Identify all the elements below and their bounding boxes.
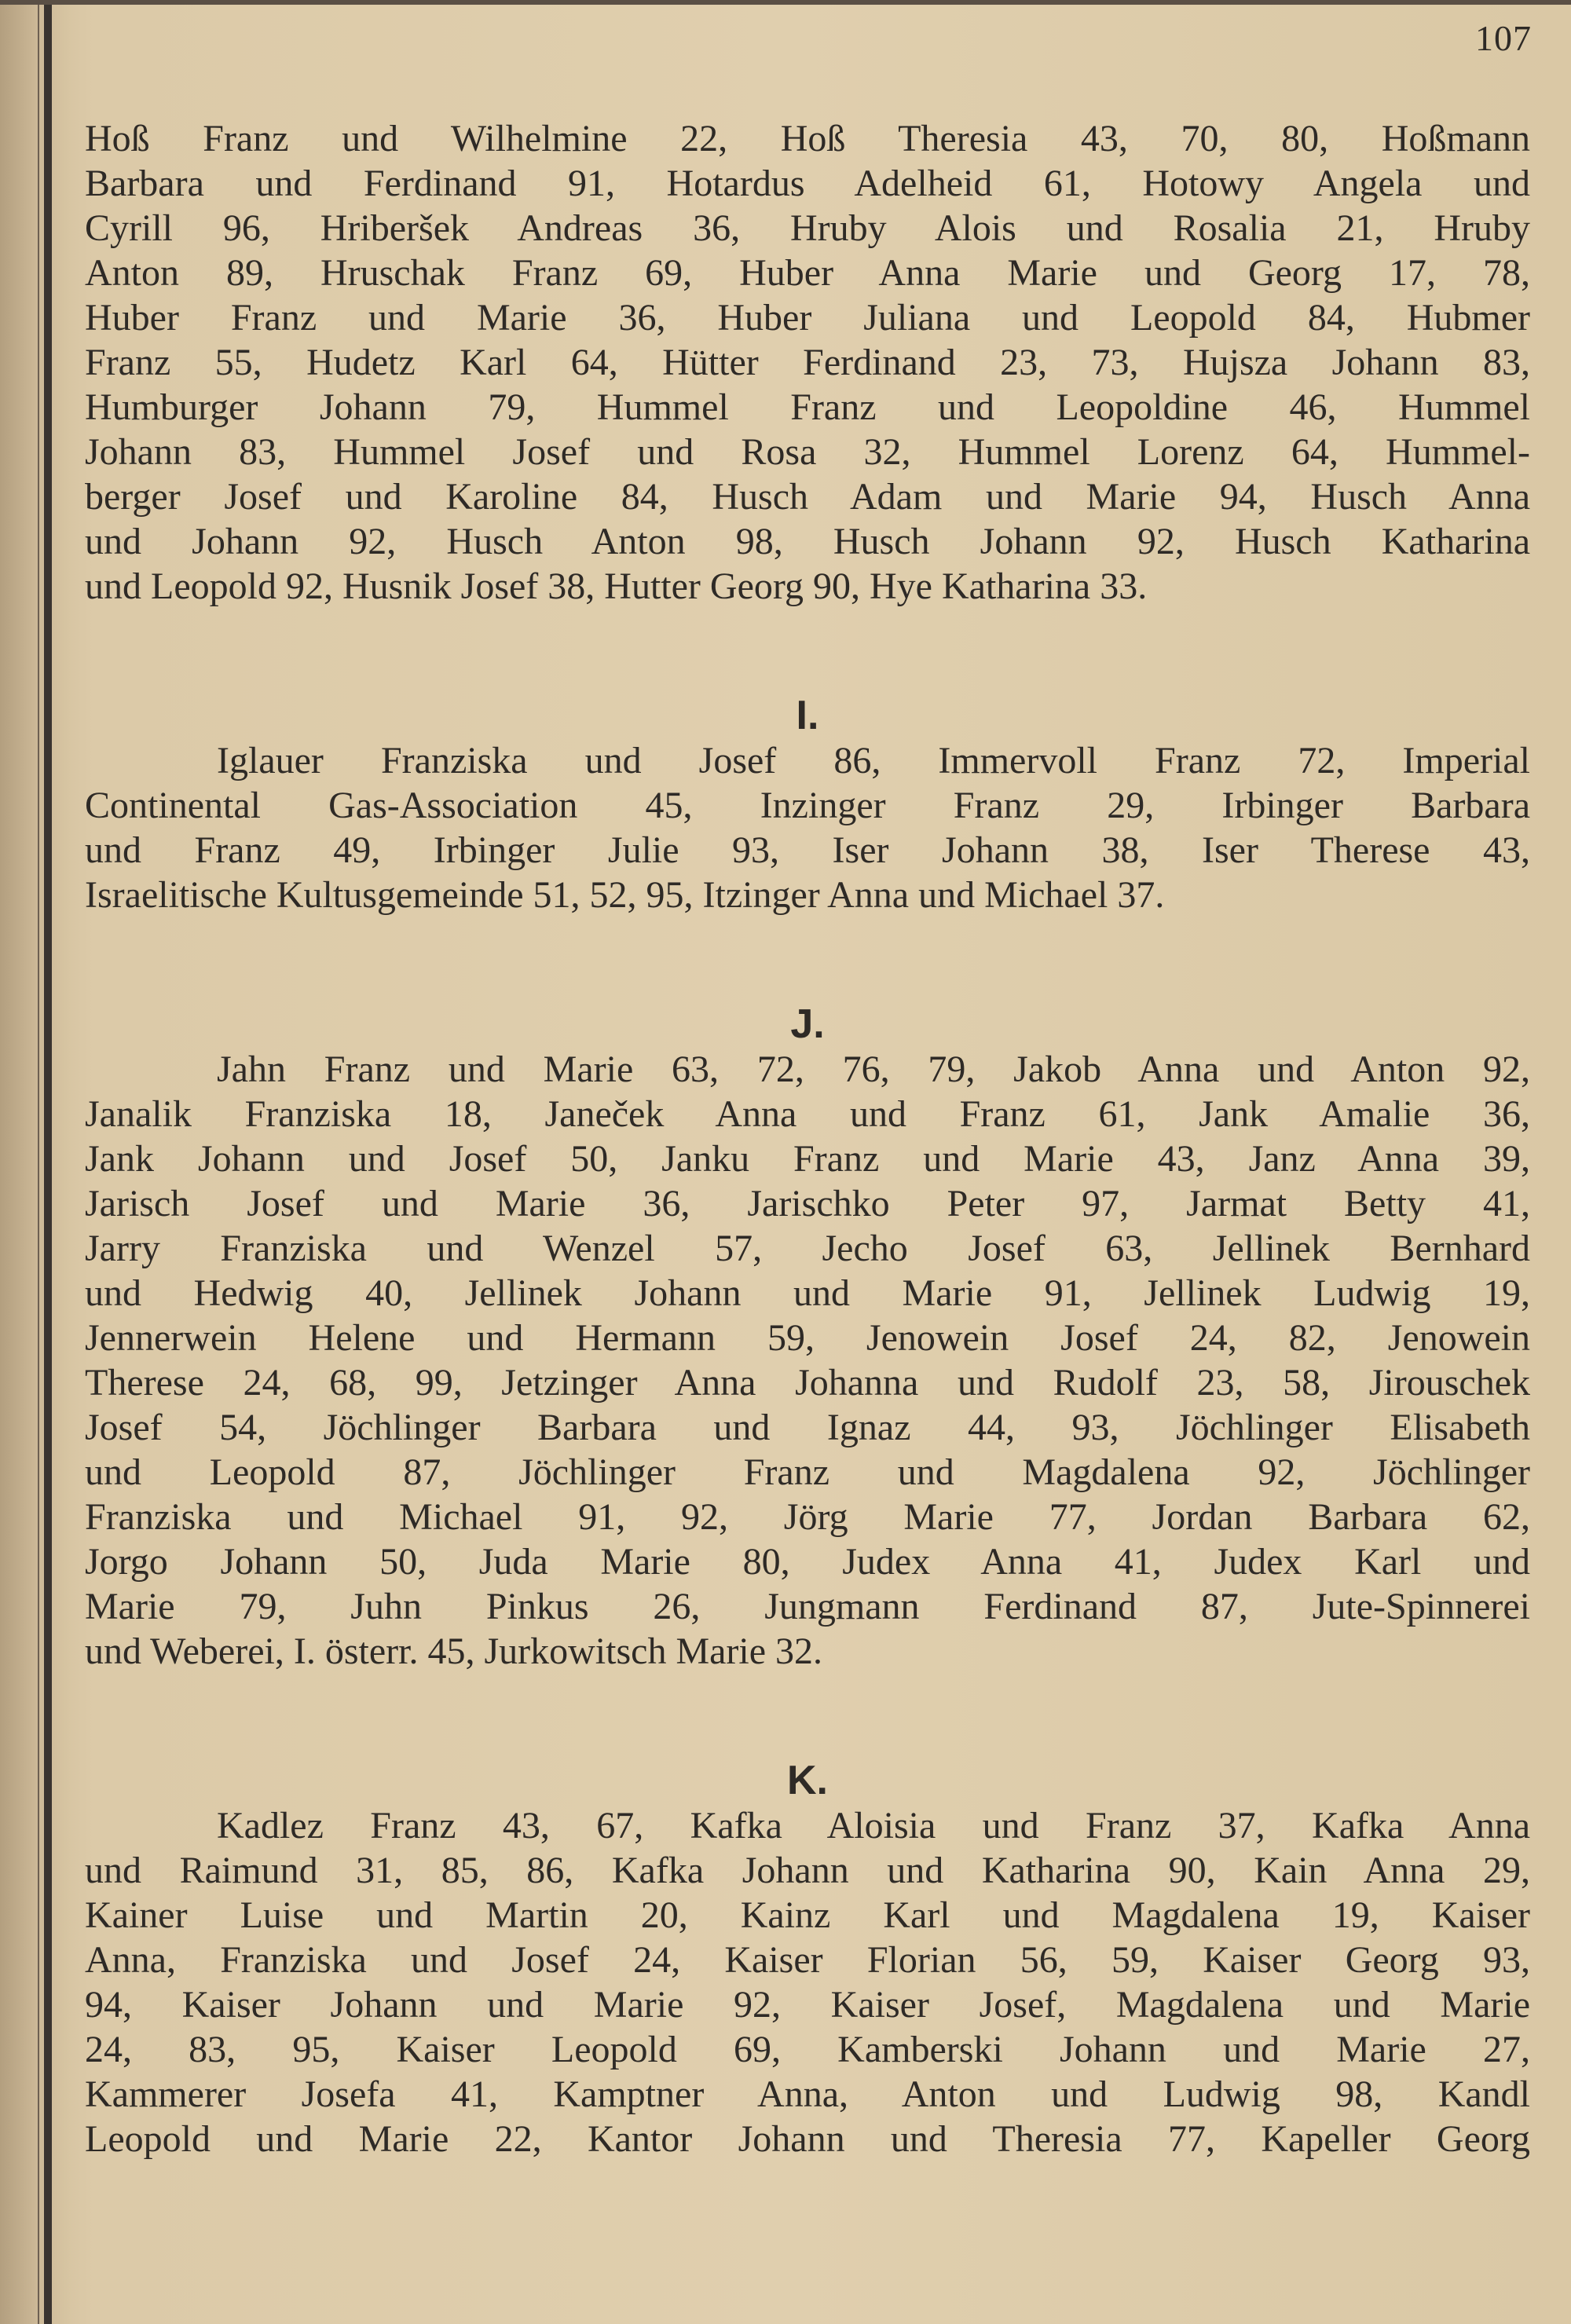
- text-line: Jank Johann und Josef 50, Janku Franz und Marie 43, Janz Anna 39,: [85, 1138, 1530, 1180]
- index-paragraph: [85, 1047, 1530, 1674]
- text-line: und Franz 49, Irbinger Julie 93, Iser Johann 38, Iser Therese 43,: [85, 829, 1530, 871]
- text-line: und Leopold 92, Husnik Josef 38, Hutter Georg 90, Hye Katharina 33.: [85, 565, 1148, 607]
- section-k: [85, 1759, 1530, 2161]
- text-line: und Raimund 31, 85, 86, Kafka Johann und Katharina 90, Kain Anna 29,: [85, 1850, 1530, 1891]
- text-line: Janalik Franziska 18, Janeček Anna und Franz 61, Jank Amalie 36,: [85, 1093, 1530, 1135]
- section-heading-k: K.: [787, 1758, 828, 1803]
- text-line: Jahn Franz und Marie 63, 72, 76, 79, Jakob Anna und Anton 92,: [217, 1049, 1530, 1090]
- section-h: [85, 116, 1530, 609]
- text-line: berger Josef und Karoline 84, Husch Adam und Marie 94, Husch Anna: [85, 476, 1530, 518]
- text-line: Leopold und Marie 22, Kantor Johann und Theresia 77, Kapeller Georg: [85, 2118, 1530, 2160]
- text-line: Jarisch Josef und Marie 36, Jarischko Peter 97, Jarmat Betty 41,: [85, 1183, 1530, 1224]
- text-line: und Hedwig 40, Jellinek Johann und Marie 91, Jellinek Ludwig 19,: [85, 1272, 1530, 1314]
- section-i: [85, 694, 1530, 917]
- text-line: Anton 89, Hruschak Franz 69, Huber Anna Marie und Georg 17, 78,: [85, 252, 1530, 294]
- gutter-line: [38, 0, 39, 2324]
- text-line: Kammerer Josefa 41, Kamptner Anna, Anton und Ludwig 98, Kandl: [85, 2073, 1530, 2115]
- text-line: Jorgo Johann 50, Juda Marie 80, Judex Anna 41, Judex Karl und: [85, 1541, 1530, 1583]
- index-paragraph: [85, 1803, 1530, 2161]
- text-line: Cyrill 96, Hriberšek Andreas 36, Hruby Alois und Rosalia 21, Hruby: [85, 207, 1530, 249]
- text-line: und Leopold 87, Jöchlinger Franz und Magdalena 92, Jöchlinger: [85, 1451, 1530, 1493]
- text-line: Huber Franz und Marie 36, Huber Juliana und Leopold 84, Hubmer: [85, 297, 1530, 339]
- text-line: Kadlez Franz 43, 67, Kafka Aloisia und Franz 37, Kafka Anna: [217, 1805, 1530, 1846]
- text-line: Jarry Franziska und Wenzel 57, Jecho Josef 63, Jellinek Bernhard: [85, 1228, 1530, 1269]
- section-heading-j: J.: [790, 1001, 825, 1047]
- top-edge: [0, 0, 1571, 5]
- text-line: Josef 54, Jöchlinger Barbara und Ignaz 44, 93, Jöchlinger Elisabeth: [85, 1407, 1530, 1448]
- text-line: Jennerwein Helene und Hermann 59, Jenowein Josef 24, 82, Jenowein: [85, 1317, 1530, 1359]
- text-line: Therese 24, 68, 99, Jetzinger Anna Johanna und Rudolf 23, 58, Jirouschek: [85, 1362, 1530, 1404]
- text-line: Humburger Johann 79, Hummel Franz und Leopoldine 46, Hummel: [85, 386, 1530, 428]
- index-paragraph: [85, 738, 1530, 917]
- text-line: Marie 79, Juhn Pinkus 26, Jungmann Ferdinand 87, Jute-Spinnerei: [85, 1586, 1530, 1627]
- text-line: Israelitische Kultusgemeinde 51, 52, 95, Itzinger Anna und Michael 37.: [85, 874, 1165, 916]
- index-paragraph: [85, 116, 1530, 609]
- index-content: [85, 116, 1530, 2161]
- text-line: Iglauer Franziska und Josef 86, Immervoll Franz 72, Imperial: [217, 740, 1530, 781]
- text-line: und Weberei, I. österr. 45, Jurkowitsch Marie 32.: [85, 1630, 823, 1672]
- text-line: Anna, Franziska und Josef 24, Kaiser Florian 56, 59, Kaiser Georg 93,: [85, 1939, 1530, 1981]
- page-number: 107: [1475, 18, 1532, 58]
- text-line: Johann 83, Hummel Josef und Rosa 32, Hummel Lorenz 64, Hummel-: [85, 431, 1530, 473]
- book-spine: [0, 0, 71, 2324]
- text-line: Hoß Franz und Wilhelmine 22, Hoß Theresia 43, 70, 80, Hoßmann: [85, 118, 1530, 159]
- section-j: [85, 1002, 1530, 1674]
- binding-edge: [44, 0, 52, 2324]
- text-line: 94, Kaiser Johann und Marie 92, Kaiser Josef, Magdalena und Marie: [85, 1984, 1530, 2026]
- text-line: Continental Gas-Association 45, Inzinger Franz 29, Irbinger Barbara: [85, 785, 1530, 826]
- text-line: und Johann 92, Husch Anton 98, Husch Johann 92, Husch Katharina: [85, 521, 1530, 562]
- text-line: Franz 55, Hudetz Karl 64, Hütter Ferdinand 23, 73, Hujsza Johann 83,: [85, 342, 1530, 383]
- text-line: Barbara und Ferdinand 91, Hotardus Adelheid 61, Hotowy Angela und: [85, 163, 1530, 204]
- text-line: Kainer Luise und Martin 20, Kainz Karl und Magdalena 19, Kaiser: [85, 1894, 1530, 1936]
- text-line: 24, 83, 95, Kaiser Leopold 69, Kamberski Johann und Marie 27,: [85, 2029, 1530, 2070]
- text-line: Franziska und Michael 91, 92, Jörg Marie 77, Jordan Barbara 62,: [85, 1496, 1530, 1538]
- section-heading-i: I.: [796, 693, 819, 738]
